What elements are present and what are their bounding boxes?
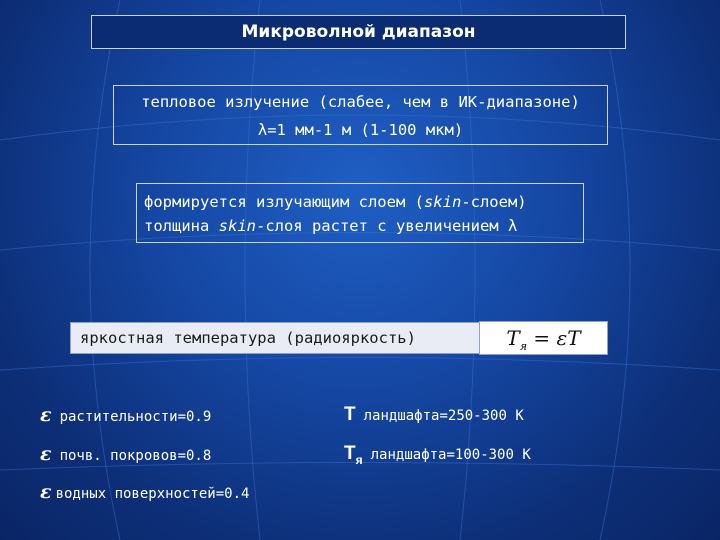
emissivity-water xyxy=(40,481,249,503)
temperature-symbol xyxy=(344,404,356,425)
formula-T: T xyxy=(506,326,520,350)
temperature-symbol xyxy=(344,443,363,467)
emissivity-vegetation xyxy=(40,404,211,426)
emissivity-soil xyxy=(40,443,211,465)
skin-line-2-em: skin xyxy=(218,217,256,235)
radiation-box xyxy=(113,85,608,145)
skin-line-1 xyxy=(144,190,583,214)
landscape-brightness-temperature xyxy=(344,443,531,467)
radiation-line-1: тепловое излучение (слабее, чем в ИК-диапазоне) xyxy=(141,93,580,111)
lambda-symbol: λ xyxy=(257,121,268,139)
T-letter: T xyxy=(344,404,356,425)
epsilon-symbol: ε xyxy=(40,404,52,426)
formula-sub: я xyxy=(519,340,528,353)
temperature-text: ландшафта=250-300 К xyxy=(363,408,524,424)
landscape-temperature xyxy=(344,404,524,428)
emissivity-text: водных поверхностей=0.4 xyxy=(55,486,250,502)
epsilon-symbol: ε xyxy=(40,481,52,503)
brightness-temperature-label: яркостная температура (радиояркость) xyxy=(70,322,480,354)
wavelength-range: =1 мм-1 м (1-100 мкм) xyxy=(267,121,464,139)
formula-rhs: = εT xyxy=(533,326,581,350)
temperature-text: ландшафта=100-300 К xyxy=(370,447,531,463)
skin-line-2-a: толщина xyxy=(144,217,219,235)
brightness-formula xyxy=(479,321,608,355)
skin-line-2 xyxy=(144,214,583,238)
T-letter: T xyxy=(344,443,356,464)
T-sub: я xyxy=(355,452,363,467)
skin-line-1-em: skin xyxy=(423,193,462,211)
lambda-symbol-2: λ xyxy=(507,217,518,235)
slide-title: Микроволной диапазон xyxy=(91,15,626,49)
skin-line-1-a: формируется излучающим слоем ( xyxy=(144,193,424,211)
skin-line-1-b: -слоем) xyxy=(461,193,527,211)
skin-line-2-b: -слоя растет с увеличением xyxy=(255,217,508,235)
emissivity-text: растительности=0.9 xyxy=(59,409,212,425)
wavelength-line xyxy=(114,116,607,144)
skin-layer-box xyxy=(136,183,584,243)
emissivity-text: почв. покровов=0.8 xyxy=(59,448,212,464)
epsilon-symbol: ε xyxy=(40,443,52,465)
